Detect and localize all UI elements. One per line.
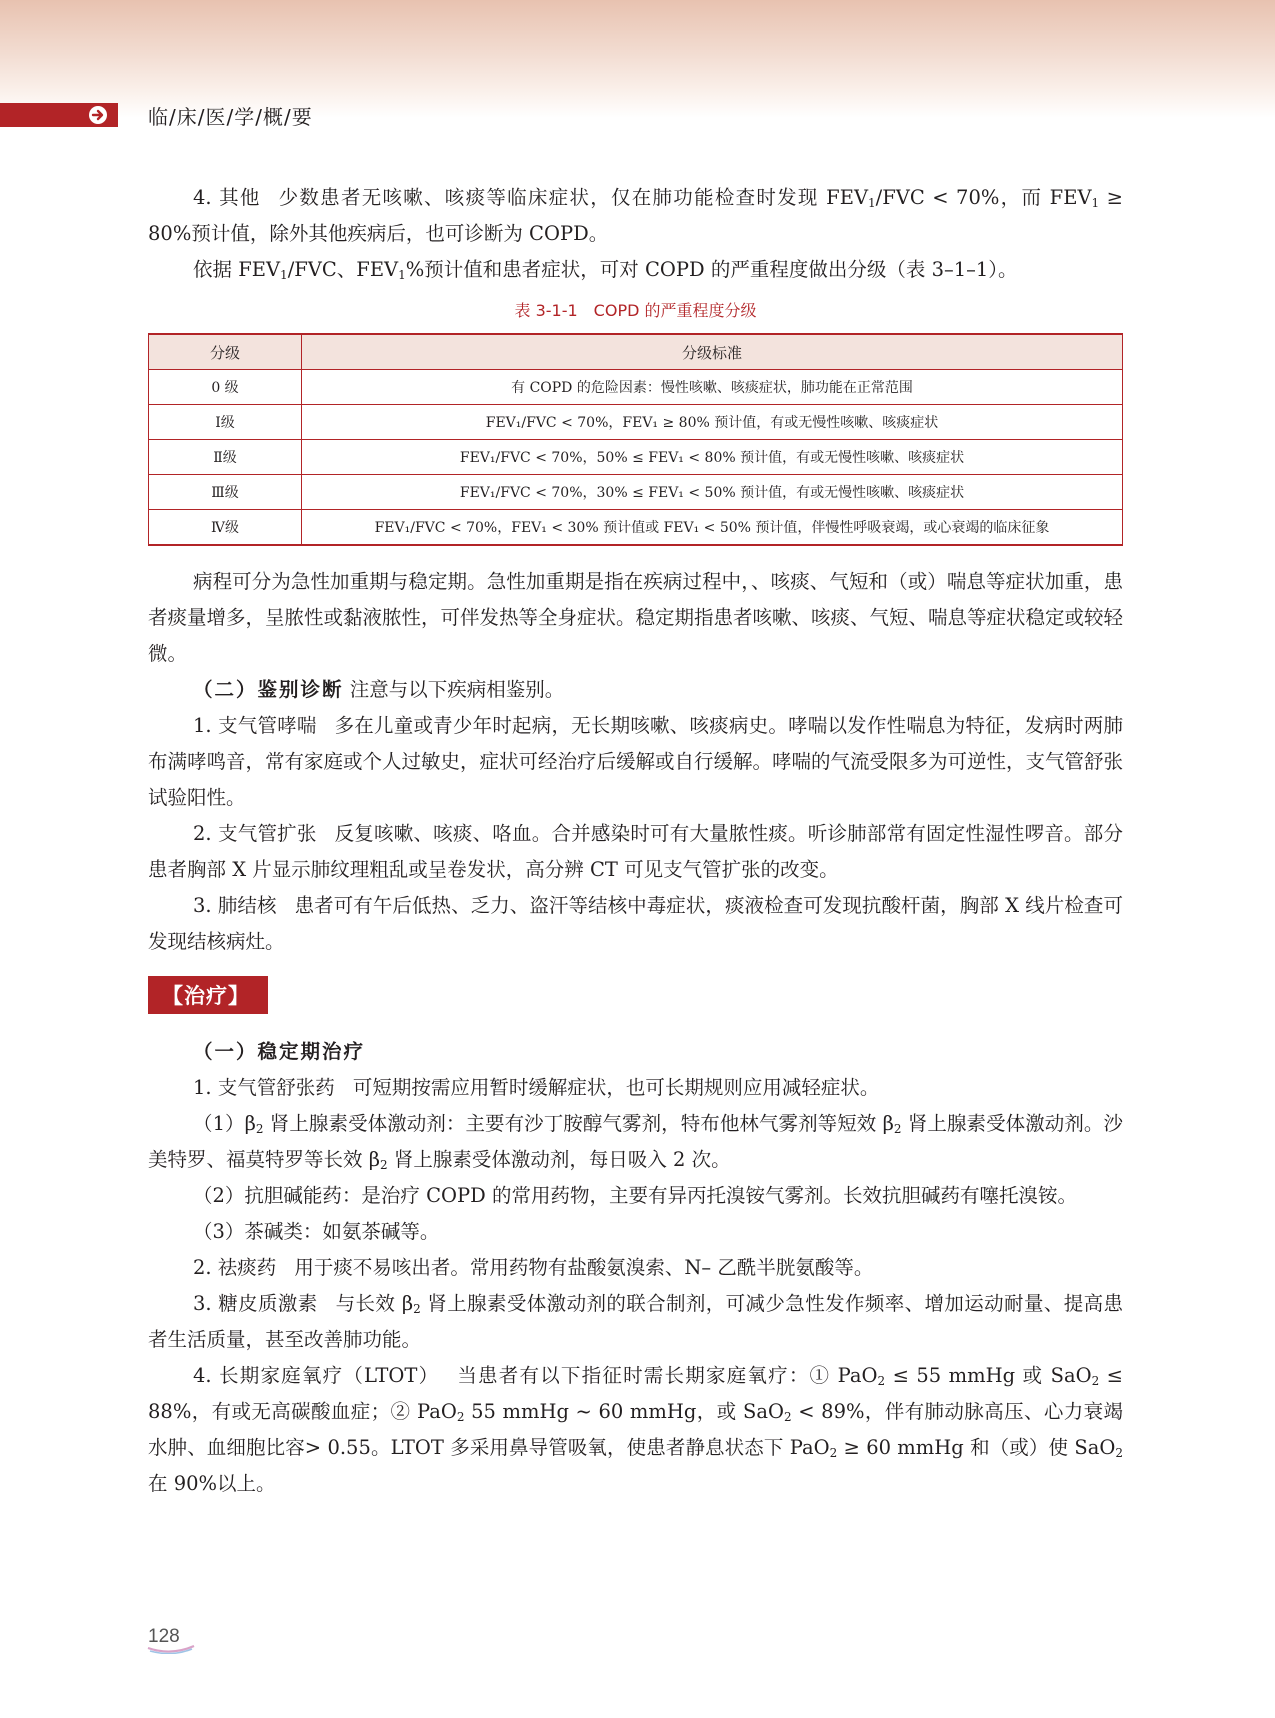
item-term: 1. 支气管舒张药 [193, 1076, 335, 1099]
item-term: 2. 祛痰药 [193, 1256, 277, 1279]
table-row [149, 370, 1123, 405]
grade-criteria-cell: FEV₁/FVC < 70%，50% ≤ FEV₁ < 80% 预计值，有或无慢性咳嗽、咳痰症状 [302, 440, 1123, 475]
arrow-right-icon [88, 105, 108, 125]
item-term: 3. 糖皮质激素 [193, 1292, 318, 1315]
paragraph-expectorant: 2. 祛痰药 用于痰不易咳出者。常用药物有盐酸氨溴索、N– 乙酰半胱氨酸等。 [193, 1256, 874, 1279]
paragraph-steroid: 3. 糖皮质激素 与长效 $\beta_2$ 肾上腺素受体激动剂的联合制剂，可减少急性发作频率、增加运动耐量、提高患者生活质量，甚至改善肺功能。 [148, 1292, 1123, 1351]
page-number-swoosh-icon [146, 1642, 196, 1654]
grade-level-cell: Ⅳ级 [149, 510, 302, 546]
grade-criteria-cell: FEV₁/FVC < 70%，30% ≤ FEV₁ < 50% 预计值，有或无慢性咳嗽、咳痰症状 [302, 475, 1123, 510]
table-header-cell: 分级 [149, 334, 302, 370]
paragraph-grade-intro: 依据 $FEV_1$/FVC、$FEV_1\%$预计值和患者症状，可对 COPD 的严重程度做出分级（表 3–1–1）。 [193, 258, 1018, 282]
table-row [149, 475, 1123, 510]
paragraph-asthma: 1. 支气管哮喘 多在儿童或青少年时起病，无长期咳嗽、咳痰病史。哮喘以发作性喘息为特征，发病时两肺布满哮鸣音，常有家庭或个人过敏史，症状可经治疗后缓解或自行缓解。哮喘的气流受限多为可逆性，支气管舒张试验阳性。 [148, 714, 1124, 809]
header-accent-bar [0, 103, 118, 127]
paragraph-stable-heading [148, 1034, 1123, 1070]
paragraph-diff-intro: （二）鉴别诊断 注意与以下疾病相鉴别。 [193, 678, 565, 701]
grade-level-cell: Ⅱ级 [149, 440, 302, 475]
section-tag-treatment: 【治疗】 [148, 976, 268, 1014]
paragraph-theophylline: （3）茶碱类：如氨茶碱等。 [193, 1220, 440, 1243]
grade-criteria-cell: FEV₁/FVC < 70%，FEV₁ < 30% 预计值或 FEV₁ < 50% 预计值，伴慢性呼吸衰竭，或心衰竭的临床征象 [302, 510, 1123, 546]
section-heading-stable: （一）稳定期治疗 [193, 1040, 366, 1063]
paragraph-bronchodilator: 1. 支气管舒张药 可短期按需应用暂时缓解症状，也可长期规则应用减轻症状。 [193, 1076, 880, 1099]
table-header-row [149, 334, 1123, 370]
table-row [149, 510, 1123, 546]
paragraph-bronchiectasis: 2. 支气管扩张 反复咳嗽、咳痰、咯血。合并感染时可有大量脓性痰。听诊肺部常有固定性湿性啰音。部分患者胸部 X 片显示肺纹理粗乱或呈卷发状，高分辨 CT 可见支气管扩张的改变。 [148, 822, 1123, 881]
table-header-cell: 分级标准 [302, 334, 1123, 370]
paragraph-anticholinergic: （2）抗胆碱能药：是治疗 COPD 的常用药物，主要有异丙托溴铵气雾剂。长效抗胆碱药有噻托溴铵。 [193, 1184, 1077, 1207]
paragraph-tuberculosis: 3. 肺结核 患者可有午后低热、乏力、盗汗等结核中毒症状，痰液检查可发现抗酸杆菌，胸部 X 线片检查可发现结核病灶。 [148, 894, 1123, 953]
table-row [149, 440, 1123, 475]
paragraph-beta2: $(1)\beta_2$ 肾上腺素受体激动剂：主要有沙丁胺醇气雾剂，特布他林气雾剂等短效 $\beta_2$ 肾上腺素受体激动剂。沙美特罗、福莫特罗等长效 $\beta_2$ 肾上腺素受体激动剂，每日吸入 2 次。 [148, 1112, 1123, 1172]
copd-grade-table [148, 333, 1123, 546]
grade-criteria-cell: FEV₁/FVC < 70%，FEV₁ ≥ 80% 预计值，有或无慢性咳嗽、咳痰症状 [302, 405, 1123, 440]
paragraph-course: 病程可分为急性加重期与稳定期。急性加重期是指在疾病过程中，、咳痰、气短和（或）喘息等症状加重，患者痰量增多，呈脓性或黏液脓性，可伴发热等全身症状。稳定期指患者咳嗽、咳痰、气短、喘息等症状稳定或较轻微。 [148, 570, 1124, 665]
paragraph-other: 4. 其他 少数患者无咳嗽、咳痰等临床症状，仅在肺功能检查时发现 $FEV_1$/FVC < 70%，而 $FEV_1 \ge 80\%$预计值，除外其他疾病后，也可诊断为 COPD。 [148, 186, 1123, 245]
paragraph-ltot: 4. 长期家庭氧疗（LTOT） 当患者有以下指征时需长期家庭氧疗：① PaO$_2$ ≤ 55 mmHg 或 SaO$_2$ ≤ 88%，有或无高碳酸血症；② PaO$_2$ 55 mmHg ~ 60 mmHg，或 SaO$_2$ < 89%，伴有肺动脉高压、心力衰竭水肿、血细胞比容> 0.55。LTOT 多采用鼻导管吸氧，使患者静息状态下 PaO$_2$ ≥ 60 mmHg 和（或）使 SaO$_2$ 在 90%以上。 [148, 1364, 1123, 1495]
grade-level-cell: 0 级 [149, 370, 302, 405]
page-number: 128 [148, 1626, 180, 1647]
table-caption: 表 3-1-1 COPD 的严重程度分级 [514, 301, 757, 320]
table-row [149, 405, 1123, 440]
grade-criteria-cell: 有 COPD 的危险因素：慢性咳嗽、咳痰症状，肺功能在正常范围 [302, 370, 1123, 405]
item-term: 1. 支气管哮喘 [193, 714, 317, 737]
item-term: 4. 长期家庭氧疗（LTOT） [193, 1364, 440, 1387]
book-title: 临/床/医/学/概/要 [148, 105, 313, 129]
section-heading-diff: （二）鉴别诊断 [193, 678, 344, 701]
item-term: 4. 其他 [193, 186, 261, 209]
grade-level-cell: Ⅲ级 [149, 475, 302, 510]
item-term: 3. 肺结核 [193, 894, 277, 917]
page-content [148, 180, 1123, 1502]
grade-level-cell: Ⅰ级 [149, 405, 302, 440]
item-term: 2. 支气管扩张 [193, 822, 317, 845]
